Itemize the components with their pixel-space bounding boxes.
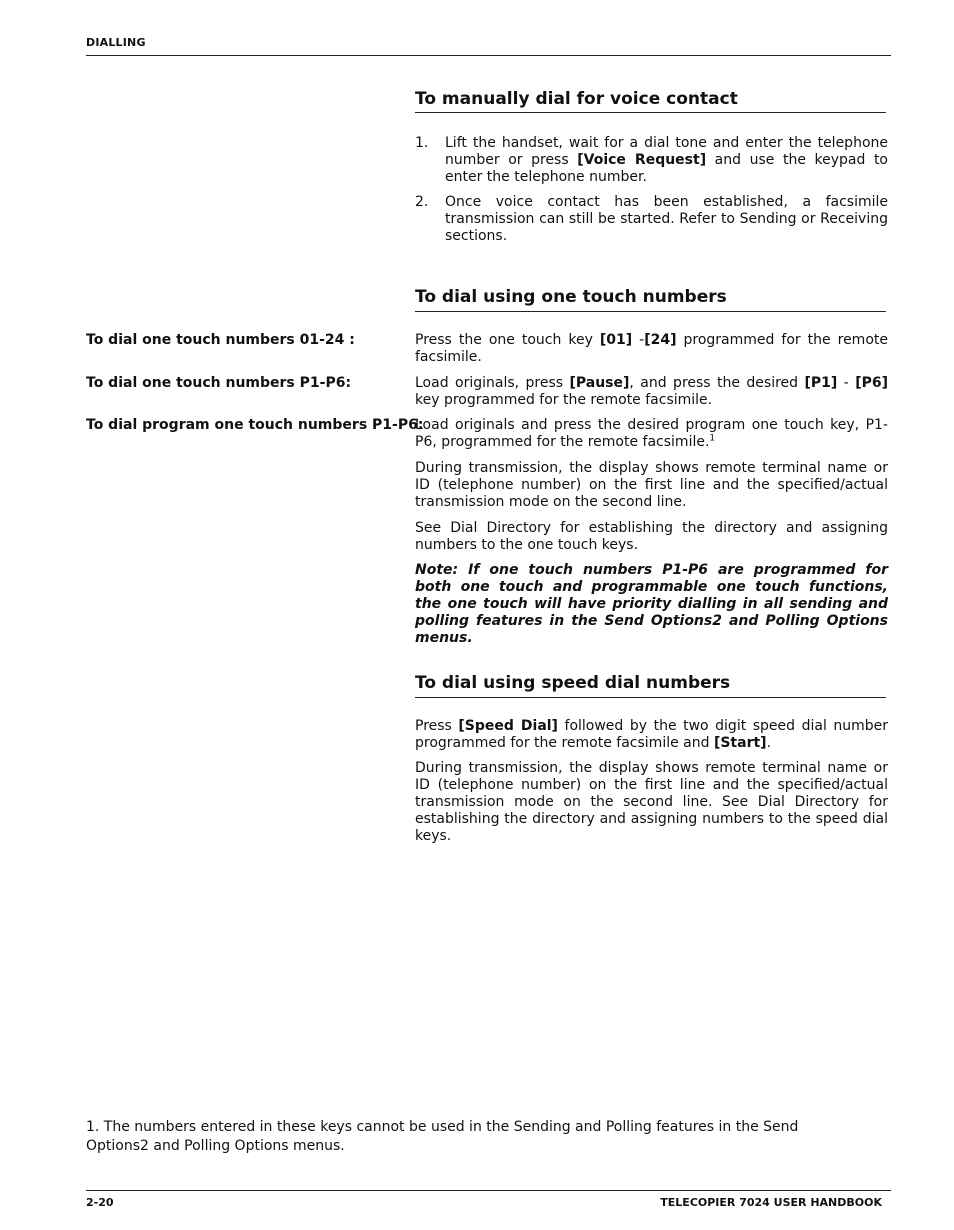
paragraph: During transmission, the display shows remote terminal name or ID (telephone number) on the first line and the specified/actual transmission mode on the second line. — [415, 460, 888, 510]
footnote: 1. The numbers entered in these keys cannot be used in the Sending and Polling features in the Send Options2 and Polling Options menus. — [86, 1119, 799, 1154]
paragraph: Load originals, press [Pause], and press the desired [P1] - [P6] key programmed for the remote facsimile. — [415, 375, 889, 408]
heading-one-touch: To dial using one touch numbers — [415, 287, 727, 307]
heading-manual-dial: To manually dial for voice contact — [415, 89, 738, 109]
heading-speed-dial: To dial using speed dial numbers — [415, 673, 731, 693]
heading-rule — [415, 112, 886, 113]
footer-title: TELECOPIER 7024 USER HANDBOOK — [660, 1196, 882, 1209]
note-paragraph: Note: If one touch numbers P1-P6 are programmed for both one touch and programmable one touch functions, the one touch will have priority dialling in all sending and polling features in the Send Options2 and Polling Options menus. — [415, 562, 888, 646]
heading-rule — [415, 697, 886, 698]
list-item: 1. Lift the handset, wait for a dial tone and enter the telephone number or press [Voice Request] and use the keypad to enter the telephone number. — [415, 135, 888, 185]
side-label-01-24: To dial one touch numbers 01-24 : — [86, 332, 355, 348]
list-item: 2. Once voice contact has been established, a facsimile transmission can still be started. Refer to Sending or Receiving sections. — [415, 194, 888, 244]
page-number: 2-20 — [86, 1196, 114, 1209]
paragraph: See Dial Directory for establishing the directory and assigning numbers to the one touch keys. — [415, 520, 888, 553]
heading-rule — [415, 311, 886, 312]
paragraph: During transmission, the display shows remote terminal name or ID (telephone number) on the first line and the specified/actual transmission mode on the second line. See Dial Directory for establishing the directory and assigning numbers to the speed dial keys. — [415, 760, 888, 844]
paragraph: Press [Speed Dial] followed by the two digit speed dial number programmed for the remote facsimile and [Start]. — [415, 718, 889, 751]
side-label-program-p1-p6: To dial program one touch numbers P1-P6: — [86, 417, 424, 433]
paragraph: Load originals and press the desired program one touch key, P1-P6, programmed for the remote facsimile.$^1$ — [415, 417, 888, 450]
footer-rule — [86, 1190, 891, 1191]
paragraph: Press the one touch key [01] -[24] programmed for the remote facsimile. — [415, 332, 888, 365]
side-label-p1-p6: To dial one touch numbers P1-P6: — [86, 375, 352, 391]
running-header: DIALLING — [86, 36, 146, 49]
header-rule — [86, 55, 891, 56]
footnote-ref: 1 — [709, 433, 716, 444]
